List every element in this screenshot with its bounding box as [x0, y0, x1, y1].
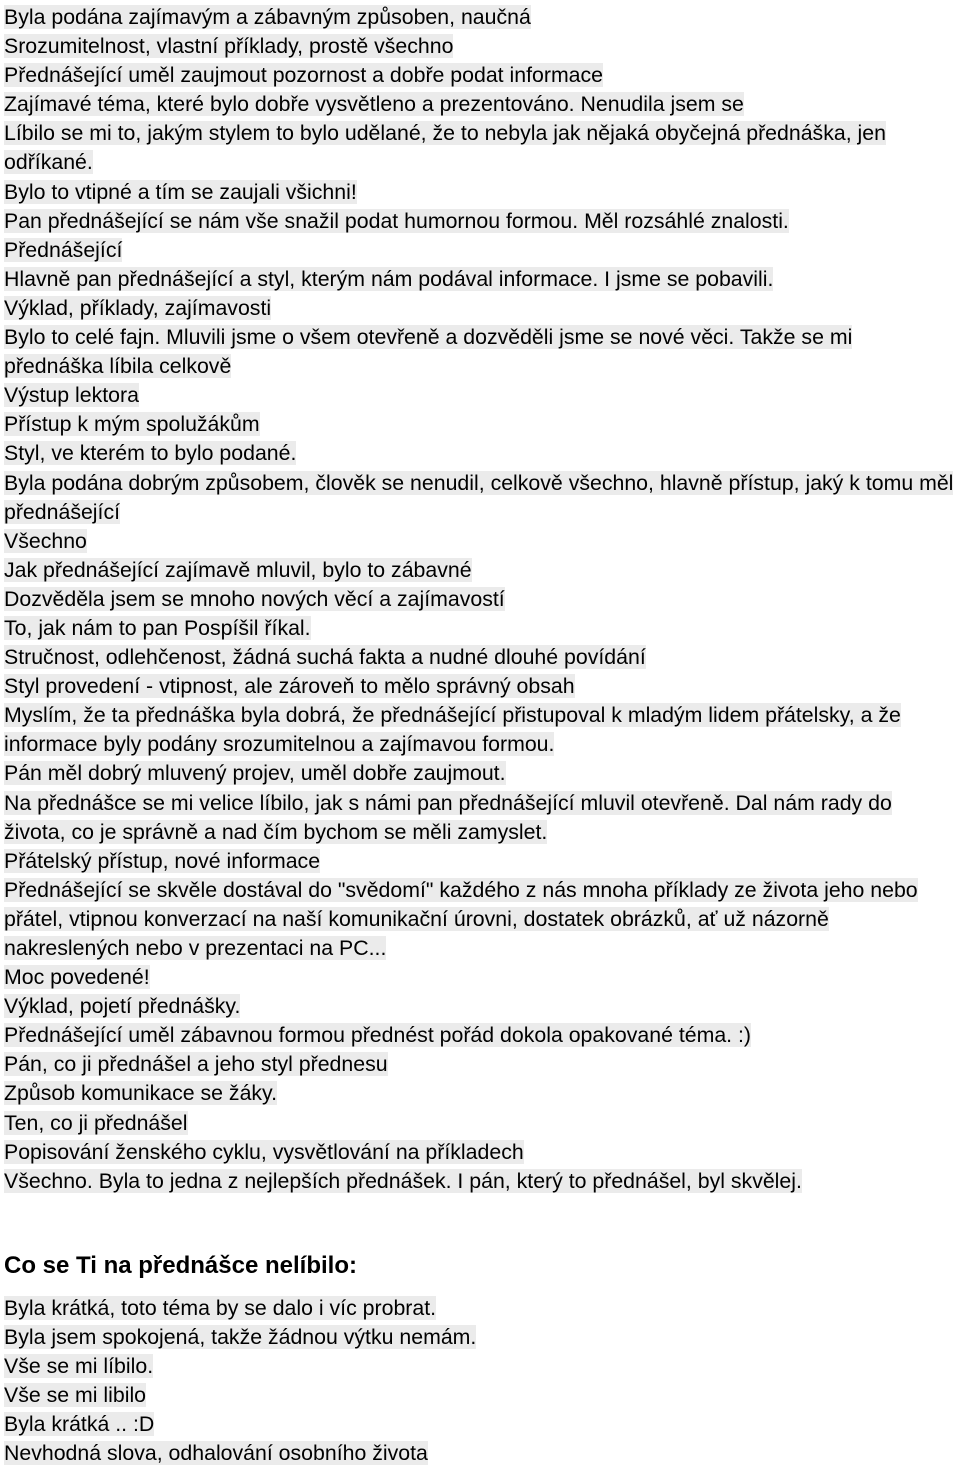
answer-text: Byla krátká .. :D [4, 1412, 155, 1437]
list-item [4, 556, 956, 585]
list-item [4, 992, 956, 1021]
answer-text: Byla podána dobrým způsobem, člověk se nenudil, celkově všechno, hlavně přístup, jaký k tomu měl přednášející [4, 470, 954, 524]
answer-text: Byla krátká, toto téma by se dalo i víc probrat. [4, 1295, 437, 1320]
list-item [4, 323, 956, 381]
answer-text: Výstup lektora [4, 383, 139, 408]
answer-text: Nevhodná slova, odhalování osobního života [4, 1441, 428, 1466]
answer-text: Pan přednášející se nám vše snažil podat humornou formou. Měl rozsáhlé znalosti. [4, 208, 789, 233]
list-item [4, 410, 956, 439]
answer-text: Styl, ve kterém to bylo podané. [4, 441, 297, 466]
list-item [4, 32, 956, 61]
list-item [4, 963, 956, 992]
list-item [4, 381, 956, 410]
section-heading-disliked: Co se Ti na přednášce nelíbilo: [4, 1251, 357, 1279]
answer-text: Srozumitelnost, vlastní příklady, prostě všechno [4, 34, 454, 59]
list-item [4, 1323, 956, 1352]
liked-answers-list [4, 3, 956, 1196]
list-item [4, 1439, 956, 1468]
answer-text: Pán, co ji přednášel a jeho styl přednesu [4, 1052, 388, 1077]
list-item [4, 1352, 956, 1381]
list-item [4, 701, 956, 759]
answer-text: Přednášející [4, 237, 123, 262]
answer-text: Líbilo se mi to, jakým stylem to bylo udělané, že to nebyla jak nějaká obyčejná přednáška, jen odříkané. [4, 121, 886, 175]
answer-text: Vše se mi libilo [4, 1383, 147, 1408]
list-item [4, 1167, 956, 1196]
list-item [4, 90, 956, 119]
answer-text: Dozvěděla jsem se mnoho nových věcí a zajímavostí [4, 586, 505, 611]
answer-text: Pán měl dobrý mluvený projev, uměl dobře zaujmout. [4, 761, 506, 786]
list-item [4, 236, 956, 265]
answer-text: Přístup k mým spolužákům [4, 412, 260, 437]
answer-text: Popisování ženského cyklu, vysvětlování na příkladech [4, 1139, 524, 1164]
list-item [4, 585, 956, 614]
answer-text: Výklad, pojetí přednášky. [4, 994, 241, 1019]
answer-text: Bylo to vtipné a tím se zaujali všichni! [4, 179, 357, 204]
answer-text: Moc povedené! [4, 965, 150, 990]
answer-text: Byla podána zajímavým a zábavným způsoben, naučná [4, 5, 531, 29]
list-item [4, 3, 956, 32]
list-item [4, 294, 956, 323]
answer-text: Přátelský přístup, nové informace [4, 848, 321, 873]
answer-text: Stručnost, odlehčenost, žádná suchá fakta a nudné dlouhé povídání [4, 645, 646, 670]
disliked-answers-list [4, 1294, 956, 1469]
answer-text: Způsob komunikace se žáky. [4, 1081, 278, 1106]
list-item [4, 265, 956, 294]
answer-text: Přednášející uměl zábavnou formou přednést pořád dokola opakované téma. :) [4, 1023, 752, 1048]
answer-text: Ten, co ji přednášel [4, 1110, 188, 1135]
list-item [4, 178, 956, 207]
list-item [4, 643, 956, 672]
answer-text: Vše se mi líbilo. [4, 1354, 154, 1379]
list-item [4, 614, 956, 643]
list-item [4, 207, 956, 236]
list-item [4, 439, 956, 468]
answer-text: Hlavně pan přednášející a styl, kterým nám podával informace. I jsme se pobavili. [4, 266, 774, 291]
list-item [4, 759, 956, 788]
answer-text: Myslím, že ta přednáška byla dobrá, že přednášející přistupoval k mladým lidem přátelsky, a že informace byly podány srozumitelnou a zajímavou formou. [4, 703, 901, 757]
list-item [4, 469, 956, 527]
list-item [4, 876, 956, 963]
answer-text: To, jak nám to pan Pospíšil říkal. [4, 615, 311, 640]
answer-text: Bylo to celé fajn. Mluvili jsme o všem otevřeně a dozvěděli jsme se nové věci. Takže se mi přednáška líbila celkově [4, 325, 853, 379]
answer-text: Zajímavé téma, které bylo dobře vysvětleno a prezentováno. Nenudila jsem se [4, 92, 744, 117]
list-item [4, 1021, 956, 1050]
answer-text: Všechno [4, 528, 87, 553]
list-item [4, 1109, 956, 1138]
answer-text: Jak přednášející zajímavě mluvil, bylo to zábavné [4, 557, 472, 582]
list-item [4, 119, 956, 177]
list-item [4, 61, 956, 90]
answer-text: Na přednášce se mi velice líbilo, jak s námi pan přednášející mluvil otevřeně. Dal nám rady do života, co je správně a nad čím bychom se měli zamyslet. [4, 790, 892, 844]
list-item [4, 1381, 956, 1410]
list-item [4, 1138, 956, 1167]
answer-text: Výklad, příklady, zajímavosti [4, 295, 272, 320]
answer-text: Byla jsem spokojená, takže žádnou výtku nemám. [4, 1324, 477, 1349]
answer-text: Všechno. Byla to jedna z nejlepších přednášek. I pán, který to přednášel, byl skvělej. [4, 1168, 802, 1193]
list-item [4, 1410, 956, 1439]
list-item [4, 672, 956, 701]
list-item [4, 847, 956, 876]
answer-text: Přednášející uměl zaujmout pozornost a dobře podat informace [4, 63, 604, 88]
list-item [4, 789, 956, 847]
answer-text: Přednášející se skvěle dostával do "svědomí" každého z nás mnoha příklady ze života jeho nebo přátel, vtipnou konverzací na naší komunikační úrovni, dostatek obrázků, ať už názorně nakreslených nebo v prezentaci na PC... [4, 877, 918, 960]
list-item [4, 1294, 956, 1323]
list-item [4, 1079, 956, 1108]
list-item [4, 1050, 956, 1079]
list-item [4, 527, 956, 556]
answer-text: Styl provedení - vtipnost, ale zároveň to mělo správný obsah [4, 674, 575, 699]
